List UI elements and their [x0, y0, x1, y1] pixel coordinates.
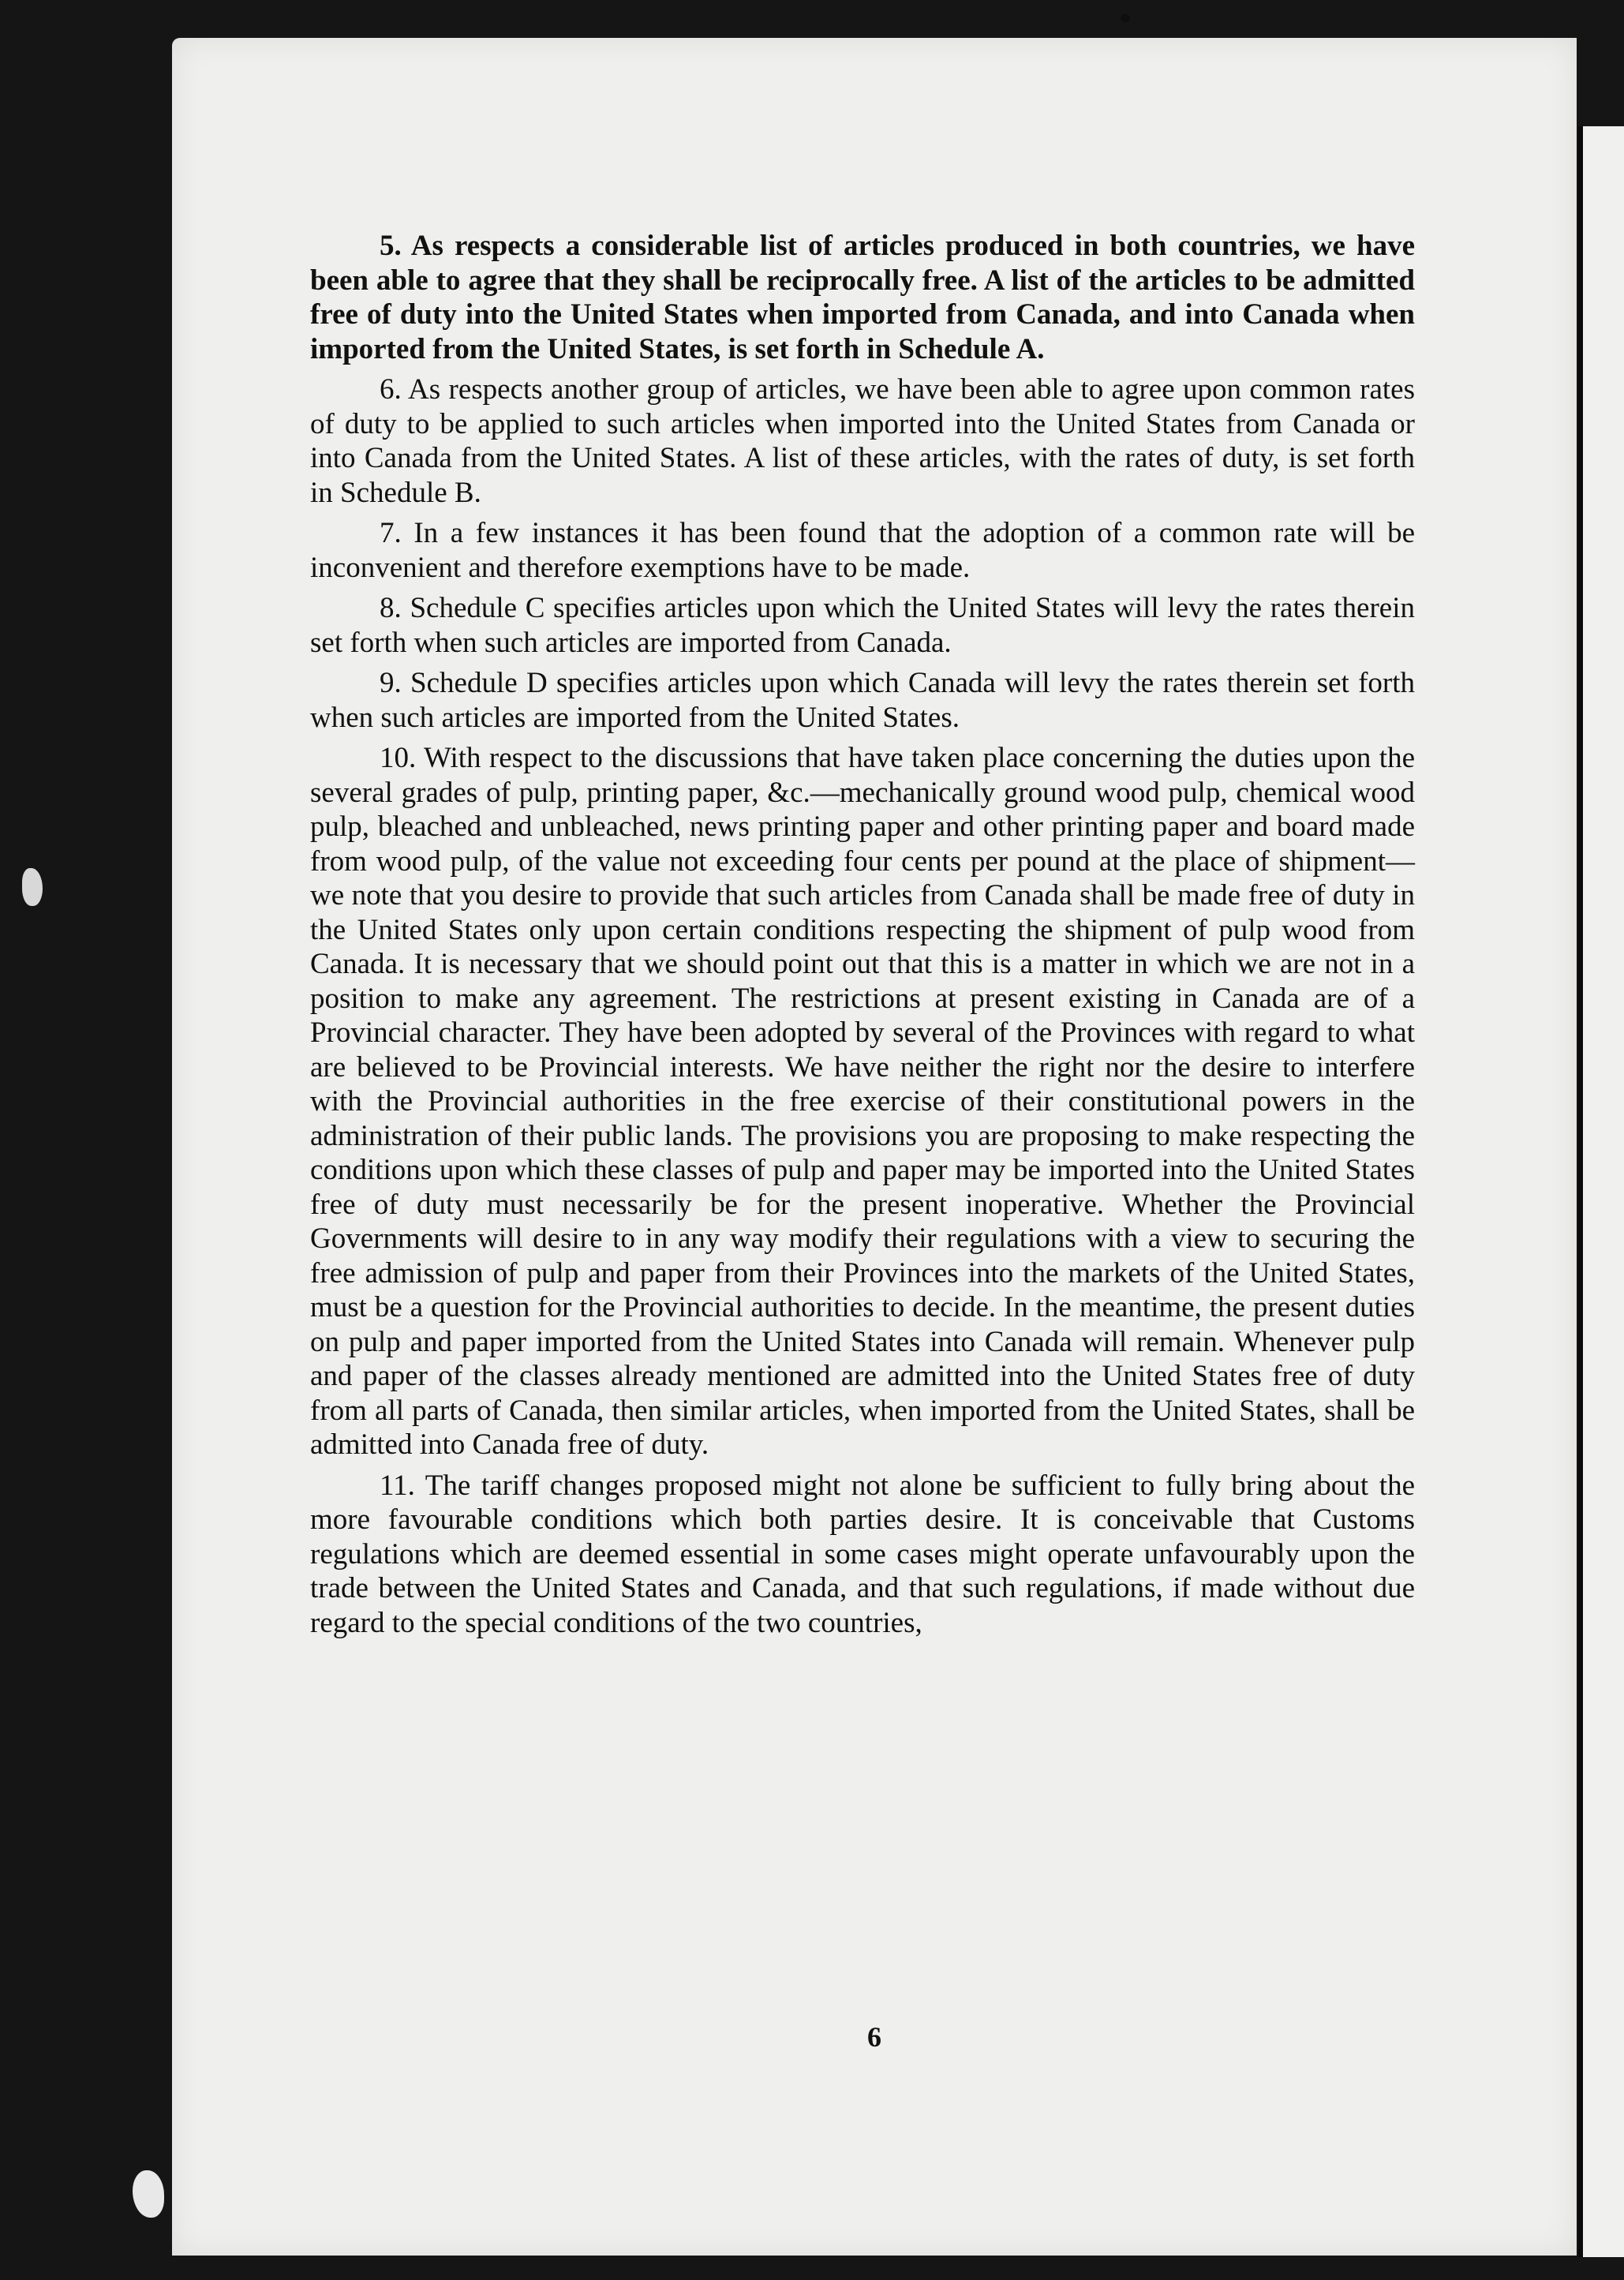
- scan-speck: [22, 868, 43, 906]
- scan-speck: [1121, 14, 1130, 22]
- page-number: 6: [867, 2021, 881, 2053]
- paragraph-8: 8. Schedule C specifies articles upon which the United States will levy the rates therein set forth when such articles are imported from Canada.: [310, 592, 1415, 659]
- adjacent-page-edge: [1578, 126, 1624, 2257]
- paragraph-5: 5. As respects a considerable list of articles produced in both countries, we have been able to agree that they shall be reciprocally free. A list of the articles to be admitted free of duty into the United States when imported from Canada, and into Canada when imported from the United States, is set forth in Schedule A.: [310, 230, 1415, 365]
- paragraph-7: 7. In a few instances it has been found that the adoption of a common rate will be inconvenient and therefore exemptions have to be made.: [310, 517, 1415, 584]
- paragraph-9: 9. Schedule D specifies articles upon which Canada will levy the rates therein set forth when such articles are imported from the United States.: [310, 667, 1415, 734]
- paragraph-11: 11. The tariff changes proposed might not alone be sufficient to fully bring about the more favourable conditions which both parties desire. It is conceivable that Customs regulations which are deemed essential in some cases might operate unfavourably upon the trade between the United States and Canada, and that such regulations, if made without due regard to the special conditions of the two countries,: [310, 1469, 1415, 1639]
- scan-speck: [133, 2170, 164, 2218]
- document-page: [172, 38, 1577, 2256]
- paragraph-10: 10. With respect to the discussions that have taken place concerning the duties upon the several grades of pulp, printing paper, &c.—mechanically ground wood pulp, chemical wood pulp, bleached and unbleached, news printing paper and other printing paper and board made from wood pulp, of the value not exceeding four cents per pound at the place of shipment—we note that you desire to provide that such articles from Canada shall be made free of duty in the United States only upon certain conditions respecting the shipment of pulp wood from Canada. It is necessary that we should point out that this is a matter in which we are not in a position to make any agreement. The restrictions at present existing in Canada are of a Provincial character. They have been adopted by several of the Provinces with regard to what are believed to be Provincial interests. We have neither the right nor the desire to interfere with the Provincial authorities in the free exercise of their constitutional powers in the administration of their public lands. The provisions you are proposing to make respecting the conditions upon which these classes of pulp and paper may be imported into the United States free of duty must necessarily be for the present inoperative. Whether the Provincial Governments will desire to in any way modify their regulations with a view to securing the free admission of pulp and paper from their Provinces into the markets of the United States, must be a question for the Provincial authorities to decide. In the meantime, the present duties on pulp and paper imported from the United States into Canada will remain. Whenever pulp and paper of the classes already mentioned are admitted into the United States free of duty from all parts of Canada, then similar articles, when imported from the United States, shall be admitted into Canada free of duty.: [310, 742, 1415, 1461]
- body-text: [310, 229, 1415, 1646]
- paragraph-6: 6. As respects another group of articles, we have been able to agree upon common rates of duty to be applied to such articles when imported into the United States from Canada or into Canada from the United States. A list of these articles, with the rates of duty, is set forth in Schedule B.: [310, 373, 1415, 509]
